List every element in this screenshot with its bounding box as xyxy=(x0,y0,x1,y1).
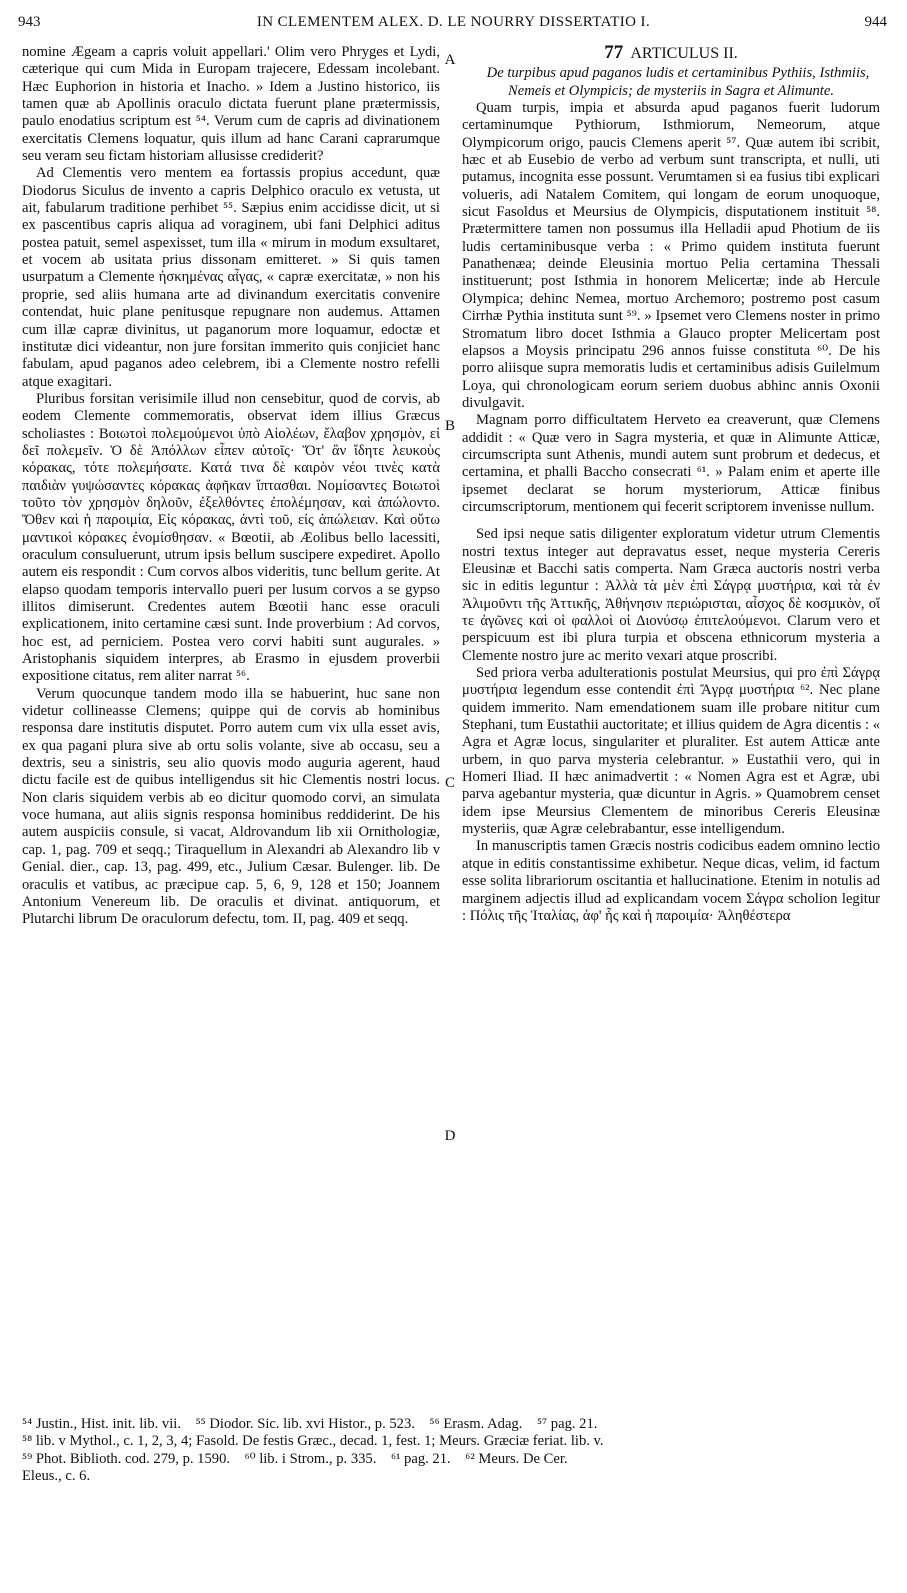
footnotes xyxy=(22,1416,880,1485)
footnote-line: Eleus., c. 6. xyxy=(22,1467,91,1484)
right-paragraph: Magnam porro difficultatem Herveto ea creaverunt, quæ Clemens addidit : « Quæ vero in Sagra mysteria, et quæ in Alimunte Atticæ, circumscripta sunt Athenis, mundi autem sunt probrum et dedecus, et certamina, et phalli Baccho consecrati ⁶¹. » Palam enim et aperte ille ipsemet declarat se horum mysteriorum, Atticæ finibus circumscriptorum, mentionem qui fecerit scriptorem invenisse nullum. xyxy=(462,412,880,515)
margin-letter-b: B xyxy=(444,418,455,434)
left-paragraph: nomine Ægeam a capris voluit appellari.' Olim vero Phryges et Lydi, cæterique qui cum Mida in Europam trajecere, Edessam incolebant. Hæc Euphorion in historia et Inacho. » Idem a Justino historico, iis tamen quæ ab Apollinis oraculo dictata fuerunt plane prætermissis, paulo enodatius scriptum est ⁵⁴. Verum cum de capris ad divinationem exercitatis Clemens loquatur, quis illum ad hanc Carani caprarumque seu veram seu fictam historiam allusisse crediderit? xyxy=(22,44,440,165)
page-number-left: 943 xyxy=(18,14,41,30)
article-title: ARTICULUS II. xyxy=(630,45,738,62)
footnote-line: ⁵⁴ Justin., Hist. init. lib. vii. ⁵⁵ Diodor. Sic. lib. xvi Histor., p. 523. ⁵⁶ Erasm. Adag. ⁵⁷ pag. 21. xyxy=(22,1416,598,1432)
right-paragraph: Sed ipsi neque satis diligenter exploratum videtur utrum Clementis nostri textus integer aut depravatus esset, neque mysteria Cereris Eleusinæ et Bacchi satis comperta. Nam Græca auctoris nostri verba sic in editis leguntur : Ἀλλὰ τὰ μὲν ἐπὶ Σάγρᾳ μυστήρια, καὶ τὰ ἐν Ἀλιμοῦντι τῆς Ἀττικῆς, Ἀθήνησιν περιώρισται, αἶσχος δὲ κοσμικὸν, οἵ τε ἀγῶνες καὶ οἱ φαλλοὶ οἱ Διονύσῳ ἐπιτελούμενοι. Clarum vero et perspicuum est ibi plura turpia et obscena ethnicorum mysteria a Clemente nostro jure ac merito vexari atque proscribi. xyxy=(462,526,880,664)
right-paragraph: Quam turpis, impia et absurda apud paganos fuerit ludorum certaminumque Pythiorum, Isthmiorum, Nemeorum, atque Olympicorum origo, paucis Clemens aperit ⁵⁷. Quæ autem ibi scribit, hæc et ab Eusebio de verbo ad verbum sunt transcripta, et nulli, uti putamus, incognita esse possunt. Verumtamen si ea fusius tibi explicari volueris, adi Natalem Comitem, qui longam de eorum unoquoque, sicut Fasoldus et Meursius de Olympicis, disputationem instituit ⁵⁸. Prætermittere tamen non possumus illa Helladii apud Photium de iis ludis certaminibusque verba : « Primo quidem instituta fuerunt Panathenæa; deinde Eleusinia mortuo Pelia certamina Thessali instituerunt; post Isthmia in honorem Melicertæ; inde ab Hercule Olympica; dehinc Nemea, mortuo Archemoro; postremo post casum Cirrhæ Pythia instituta sunt ⁵⁹. » Ipsemet vero Clemens noster in primo Stromatum libro docet Isthmia a Glauco propter Melicertam post elapsos a Moysis principatu 296 annos fuisse constituta ⁶⁰. De his porro aliisque supra memoratis ludis et certaminibus adisis Guilelmum Loya, qui chronologicam eorum seriem duobus abhinc annis Oxonii divulgavit. xyxy=(462,100,880,411)
article-number: 77 xyxy=(604,42,624,63)
margin-letter-d: D xyxy=(444,1128,456,1144)
article-heading xyxy=(462,44,880,62)
right-paragraph: Sed priora verba adulterationis postulat Meursius, qui pro ἐπὶ Σάγρᾳ μυστήρια legendum esse contendit ἐπὶ Ἄγρᾳ μυστήρια ⁶². Nec plane quidem immerito. Nam emendationem suam ille probare nititur cum Stephani, tum Eustathii auctoritate; et illius quidem de Agra dicentis : « Agra et Agræ locus, singulariter et pluraliter. Est autem Atticæ ante urbem, in quo parva mysteria celebrantur. » Eustathii vero, qui in Homeri Iliad. II hæc animadvertit : « Nomen Agra est et Agræ, ubi parva agebantur mysteria, quæ dicuntur in Agris. » Quamobrem censet idem ipse Meursius Clementem de minoribus Cereris Eleusinæ mysteriis, quæ Agræ celebrabantur, esse intelligendum. xyxy=(462,665,880,838)
margin-letter-c: C xyxy=(444,775,455,791)
left-column xyxy=(22,44,440,929)
margin-letter-a: A xyxy=(444,52,456,68)
left-paragraph: Verum quocunque tandem modo illa se habuerint, huc sane non videtur collineasse Clemens; quippe qui de corvis ab hominibus responsa dare institutis disputet. Porro autem cum vix ulla esset avis, ex qua pagani plura sive ab ortu solis volante, sive ab occasu, seu a dextris, seu a sinistris, seu alio quovis modo auguria agerent, haud dictu facile est de quibus intelligendus sit hic Clementis nostri locus. Non claris siquidem verbis ab eo dicitur quomodo corvi, an simulata voce humana, aut aliis signis responsa hominibus reddiderint. De his autem auspiciis consule, si vacat, Aldrovandum lib xii Ornithologiæ, cap. 1, pag. 709 et seqq.; Tiraquellum in Alexandri ab Alexandro lib v Genial. dier., cap. 13, pag. 499, etc., Julium Cæsar. Bulenger. lib. De oraculis et vatibus, ac præcipue cap. 5, 6, 9, 128 et 150; Joannem Antonium Venereum lib. De oraculis et divinat. antiquorum, et Plutarchi librum De oraculorum defectu, tom. II, pag. 409 et seqq. xyxy=(22,685,440,928)
left-paragraph: Ad Clementis vero mentem ea fortassis propius accedunt, quæ Diodorus Siculus de invento a capris Delphico oraculo ex vetusta, ut ait, fabularum traditione perhibet ⁵⁵. Sæpius enim accidisse dicit, ut si ex pascentibus capris aliqua ad voraginem, ubi fani Delphici aditus postea patuit, semel aspexisset, tum illa « mirum in modum exsultaret, et vocem ab usitata prius dissonam emitteret. » Si quis tamen usurpatum a Clemente ἠσκημένας αἶγας, « capræ exercitatæ, » non his proprie, sed aliis humana arte ad divinandum exercitatis convenire contendat, huic plane penitusque repugnare non audemus. Attamen cum illæ capræ divinitus, ut paganorum more loquamur, edoctæ et institutæ dici videantur, non jure forsitan immerito quis conjiciet hanc fabulam, apud paganos adeo celebrem, ibi a Clemente nostro refelli atque exagitari. xyxy=(22,165,440,390)
footnote-line: ⁵⁹ Phot. Biblioth. cod. 279, p. 1590. ⁶⁰ lib. i Strom., p. 335. ⁶¹ pag. 21. ⁶² Meurs. De Cer. xyxy=(22,1450,568,1467)
right-column xyxy=(462,44,880,925)
page-number-right: 944 xyxy=(864,14,887,30)
article-subtitle: De turpibus apud paganos ludis et certaminibus Pythiis, Isthmiis, Nemeis et Olympicis; de mysteriis in Sagra et Alimunte. xyxy=(486,65,870,99)
left-paragraph: Pluribus forsitan verisimile illud non censebitur, quod de corvis, ab eodem Clemente commemoratis, observat idem illius Græcus scholiastes : Βοιωτοὶ πολεμούμενοι ὑπὸ Αἰολέων, ἔλαβον χρησμὸν, εἰ δεῖ πολεμεῖν. Ὁ δὲ Ἀπόλλων εἶπεν αὐτοῖς· Ὅτ' ἂν ἴδητε λευκοὺς κόρακας, τότε πολεμήσατε. Κατά τινα δὲ καιρὸν νέοι τινὲς κατὰ παιδιὰν γυψώσαντες κόρακας ἀφῆκαν ἵπτασθαι. Νομίσαντες Βοιωτοὶ τοῦτο τὸν χρησμὸν δηλοῦν, ἐξελθόντες ἐπολέμησαν, καὶ ἀπώλοντο. Ὅθεν καὶ ἡ παροιμία, Εἰς κόρακας, ἀντὶ τοῦ, εἰς ἀπώλειαν. Καὶ οὕτω μαντικοὶ κόρακες ἐνομίσθησαν. « Bœotii, ab Æolibus bello lacessiti, oraculum consuluerunt, utrum ipsis bellum suscipere expediret. Apollo autem eis respondit : Cum corvos albos videritis, tunc bellum gerite. At elapso quodam temporis intervallo pueri per lusum corvos a se gypso illitos dimiserunt. Credentes autem Bœotii hanc esse oraculi explicationem, inito certamine cæsi sunt. Inde proverbium : Ad corvos, hoc est, ad perniciem. Postea vero corvi habiti sunt augurales. » Aristophanis siquidem interpres, ab Erasmo in ejusdem proverbii expositione citatus, rem aliter narrat ⁵⁶. xyxy=(22,390,440,685)
running-header xyxy=(0,14,907,36)
right-paragraph: In manuscriptis tamen Græcis nostris codicibus eadem omnino lectio atque in editis constantissime exhibetur. Neque dicas, velim, id factum esse solita librariorum oscitantia et hallucinatione. Etenim in notulis ad marginem adjectis illud ad explicandam vocem Σάγρα scholion legitur : Πόλις τῆς Ἰταλίας, ἀφ' ἧς καὶ ἡ παροιμία· Ἀληθέστερα xyxy=(462,838,880,924)
footnote-line: ⁵⁸ lib. v Mythol., c. 1, 2, 3, 4; Fasold. De festis Græc., decad. 1, fest. 1; Meurs. Græciæ feriat. lib. v. xyxy=(22,1433,604,1450)
running-title: IN CLEMENTEM ALEX. D. LE NOURRY DISSERTATIO I. xyxy=(256,14,651,30)
